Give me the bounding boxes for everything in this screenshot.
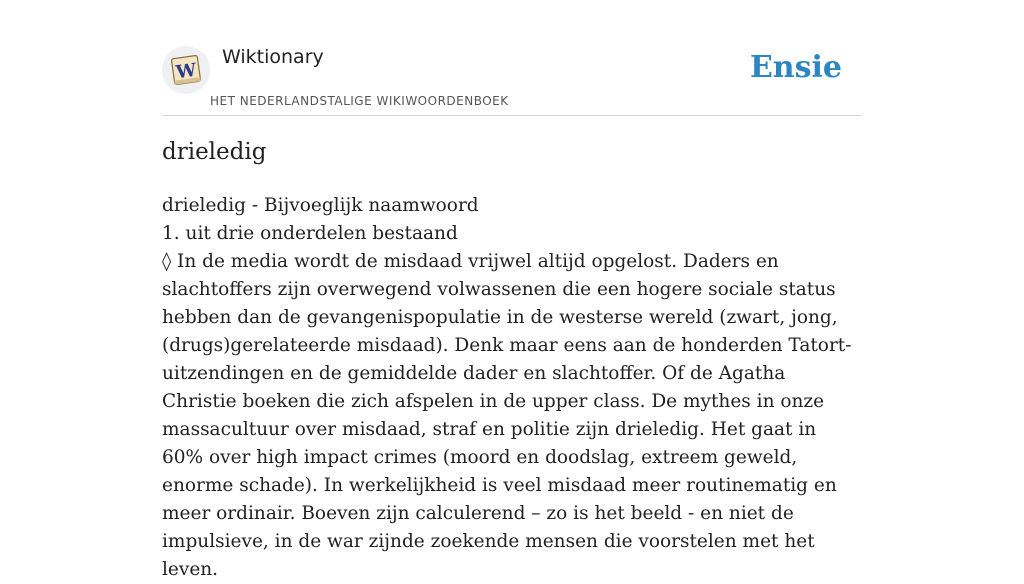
- definition: 1. uit drie onderdelen bestaand: [162, 223, 458, 244]
- logo-letter: W: [174, 59, 198, 84]
- site-tagline: HET NEDERLANDSTALIGE WIKIWOORDENBOEK: [210, 94, 509, 108]
- site-name[interactable]: Wiktionary: [222, 46, 324, 68]
- page-title: drieledig: [162, 139, 267, 165]
- ensie-brand-link[interactable]: Ensie: [749, 50, 842, 85]
- wiktionary-logo-icon[interactable]: [162, 46, 210, 94]
- part-of-speech-line: drieledig - Bijvoeglijk naamwoord: [162, 195, 479, 216]
- header: [162, 44, 862, 116]
- wiktionary-logo-tile: [168, 52, 204, 88]
- example-text: ◊ In de media wordt de misdaad vrijwel altijd opgelost. Daders en slachtoffers zijn overwegend volwassenen die een hogere sociale status hebben dan de gevangenispopulatie in de westerse wereld (zwart, jong, (drugs)gerelateerde misdaad). Denk maar eens aan de honderden Tatort-uitzendingen en de gemiddelde dader en slachtoffer. Of de Agatha Christie boeken die zich afspelen in de upper class. De mythes in onze massacultuur over misdaad, straf en politie zijn drieledig. Het gaat in 60% over high impact crimes (moord en doodslag, extreem geweld, enorme schade). In werkelijkheid is veel misdaad meer routinematig en meer ordinair. Boeven zijn calculerend – zo is het beeld - en niet de impulsieve, in de war zijnde zoekende mensen die voorstelen met het leven.: [162, 251, 852, 580]
- entry-content: [162, 192, 862, 584]
